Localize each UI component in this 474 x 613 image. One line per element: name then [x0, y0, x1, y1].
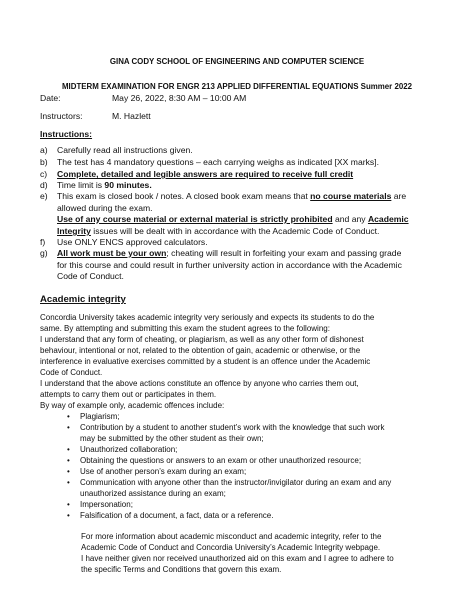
instruction-e-marker: e) — [40, 191, 48, 201]
instruction-e-academic: Academic — [367, 214, 409, 224]
instruction-f-marker: f) — [40, 237, 46, 247]
instruction-e-and: and any — [332, 214, 368, 224]
instruction-d-text: Time limit is — [57, 180, 105, 190]
instruction-e-text-end: are — [391, 191, 407, 201]
instruction-c: Complete, detailed and legible answers are required to receive full credit — [57, 169, 354, 179]
exam-title: MIDTERM EXAMINATION FOR ENGR 213 APPLIED DIFFERENTIAL EQUATIONS Summer 2022 — [61, 82, 412, 91]
instruction-c-marker: c) — [40, 169, 48, 179]
offence-bullet: • Falsification of a document, a fact, data or a reference. — [80, 511, 273, 521]
offence-bullet: • Obtaining the questions or answers to an exam or other unauthorized resource; — [80, 456, 361, 466]
instructors-label: Instructors: — [40, 111, 83, 121]
instruction-d — [57, 180, 152, 190]
integrity-heading: Academic integrity — [40, 294, 126, 305]
instruction-e-integrity: Integrity — [57, 226, 91, 236]
instruction-e-text: This exam is closed book / notes. A closed book exam means that — [57, 191, 311, 201]
instruction-g-line3: Code of Conduct. — [57, 271, 124, 281]
integrity-line: interference in evaluative exercises committed by a student is an offence under the Academic — [40, 357, 371, 366]
integrity-line: Concordia University takes academic integrity very seriously and expects its students to do the — [40, 313, 375, 322]
date-value: May 26, 2022, 8:30 AM – 10:00 AM — [112, 93, 247, 103]
offence-bullet: • Use of another person’s exam during an exam; — [80, 467, 246, 477]
instruction-f: Use ONLY ENCS approved calculators. — [57, 237, 208, 247]
instruction-g-emphasis: All work must be your own — [57, 248, 167, 258]
date-label: Date: — [40, 93, 61, 103]
offence-bullet-cont: unauthorized assistance during an exam; — [80, 489, 226, 498]
instruction-e-prohibited: Use of any course material or external material is strictly prohibited — [57, 214, 333, 224]
instruction-e-emphasis: no course materials — [310, 191, 392, 201]
offence-bullet: • Communication with anyone other than the instructor/invigilator during an exam and any — [80, 478, 391, 488]
instruction-e-line3 — [57, 214, 409, 224]
offence-bullet: • Unauthorized collaboration; — [80, 445, 177, 455]
instruction-e-conduct: issues will be dealt with in accordance with the Academic Code of Conduct. — [90, 226, 380, 236]
integrity-line: By way of example only, academic offences include: — [40, 401, 225, 410]
integrity-line: I understand that the above actions constitute an offence by anyone who carries them out, — [40, 379, 359, 388]
instructors-row — [0, 111, 474, 123]
date-row — [0, 93, 474, 105]
integrity-line: behaviour, intentional or not, related to the obtention of gain, academic or otherwise, or the — [40, 346, 361, 355]
instructors-value: M. Hazlett — [112, 111, 151, 121]
instruction-g-line2: for this course and could result in further university action in accordance with the Academic — [57, 260, 402, 270]
integrity-line: same. By attempting and submitting this exam the student agrees to the following: — [40, 324, 330, 333]
integrity-line: I understand that any form of cheating, or plagiarism, as well as any other form of dishonest — [40, 335, 364, 344]
instruction-a: Carefully read all instructions given. — [57, 145, 193, 155]
offence-bullet: • Contribution by a student to another student’s work with the knowledge that such work — [80, 423, 384, 433]
offence-bullet: • Impersonation; — [80, 500, 133, 510]
integrity-line: Code of Conduct. — [40, 368, 103, 377]
instructions-heading: Instructions: — [40, 129, 93, 139]
integrity-line: attempts to carry them out or participates in them. — [40, 390, 217, 399]
instruction-g-text: ; cheating will result in forfeiting your exam and passing grade — [166, 248, 402, 258]
closing-line: I have neither given nor received unauthorized aid on this exam and I agree to adhere to — [81, 554, 394, 563]
instruction-g-marker: g) — [40, 248, 48, 258]
closing-line: the specific Terms and Conditions that govern this exam. — [81, 565, 282, 574]
instruction-d-marker: d) — [40, 180, 48, 190]
instruction-d-time: 90 minutes. — [104, 180, 152, 190]
closing-line: For more information about academic misconduct and academic integrity, refer to the — [81, 532, 382, 541]
instruction-b: The test has 4 mandatory questions – each carrying weighs as indicated [XX marks]. — [57, 157, 379, 167]
instruction-b-marker: b) — [40, 157, 48, 167]
instruction-e-line2: allowed during the exam. — [57, 203, 153, 213]
instruction-e-line4 — [57, 226, 379, 236]
instruction-g-line1 — [57, 248, 401, 258]
offence-bullet: • Plagiarism; — [80, 412, 120, 422]
school-name: GINA CODY SCHOOL OF ENGINEERING AND COMPUTER SCIENCE — [109, 57, 365, 66]
closing-line: Academic Code of Conduct and Concordia University’s Academic Integrity webpage. — [81, 543, 381, 552]
instruction-a-marker: a) — [40, 145, 48, 155]
offence-bullet-cont: may be submitted by the other student as their own; — [80, 434, 264, 443]
instruction-e-line1 — [57, 191, 406, 201]
